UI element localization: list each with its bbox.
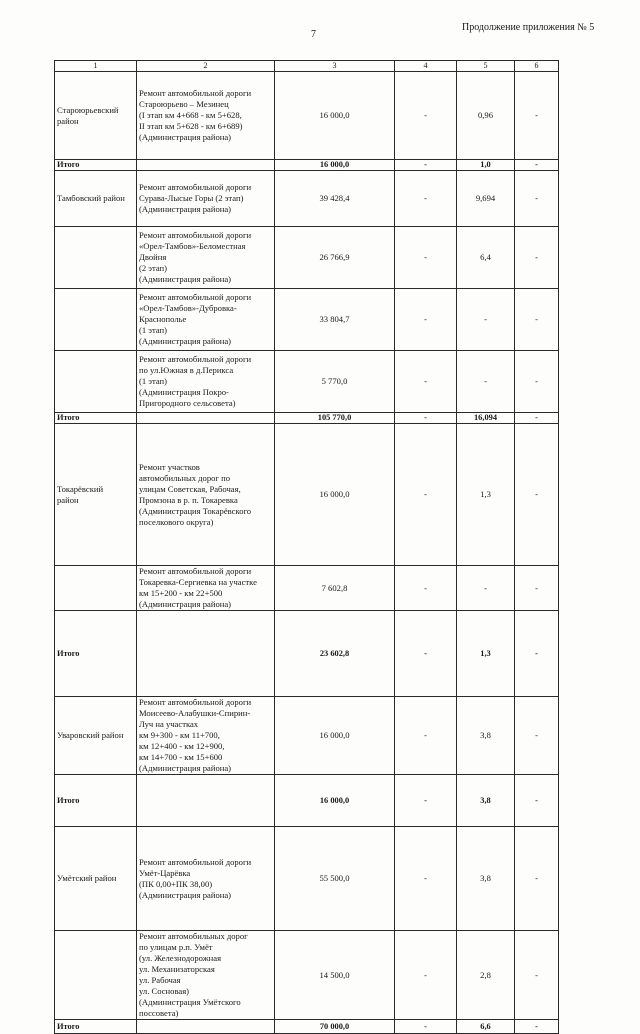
table-row	[55, 171, 559, 227]
work-line: (1 этап)	[139, 376, 168, 386]
column-6-cell: -	[515, 413, 559, 424]
district-line: Умётский район	[57, 873, 117, 883]
total-row	[55, 775, 559, 827]
column-6-cell: -	[515, 1020, 559, 1034]
total-label: Итого	[55, 160, 137, 171]
work-line: км 15+200 - км 22+500	[139, 588, 223, 598]
district-cell	[55, 72, 137, 160]
cost-cell: 16 000,0	[275, 697, 395, 775]
column-5-cell: -	[457, 289, 515, 351]
district-line: Тамбовский район	[57, 193, 125, 203]
work-description-cell	[137, 827, 275, 931]
district-cell	[55, 827, 137, 931]
work-description-cell	[137, 351, 275, 413]
work-line: (1 этап)	[139, 325, 168, 335]
column-4-cell: -	[395, 72, 457, 160]
work-line: Промзона в р. п. Токаревка	[139, 494, 238, 505]
column-5-cell: 6,4	[457, 227, 515, 289]
column-5-cell: 1,3	[457, 611, 515, 697]
work-line: (Администрация района)	[139, 336, 232, 346]
district-line: Токарёвский	[57, 483, 104, 494]
work-description-cell	[137, 424, 275, 566]
work-description-cell	[137, 413, 275, 424]
work-line: Ремонт автомобильной дороги	[139, 88, 252, 98]
district-cell	[55, 566, 137, 611]
column-4-cell: -	[395, 697, 457, 775]
work-line: (Администрация Умётского	[139, 997, 241, 1007]
work-line: Двойня	[139, 252, 167, 262]
total-label: Итого	[55, 413, 137, 424]
total-row	[55, 1020, 559, 1034]
column-4-cell: -	[395, 566, 457, 611]
work-description-cell	[137, 171, 275, 227]
cost-cell: 16 000,0	[275, 72, 395, 160]
work-line: (Администрация района)	[139, 763, 232, 773]
work-line: Ремонт автомобильной дороги	[139, 697, 252, 707]
column-5-cell: 1,3	[457, 424, 515, 566]
work-line: км 12+400 - км 12+900,	[139, 741, 225, 751]
work-line: II этап км 5+628 - км 6+689)	[139, 121, 243, 131]
work-line: (Администрация Токарёвского	[139, 505, 252, 516]
column-number-row	[55, 61, 559, 72]
column-4-cell: -	[395, 171, 457, 227]
table-row	[55, 72, 559, 160]
work-line: «Орел-Тамбов»-Дубровка-	[139, 303, 237, 313]
column-4-cell: -	[395, 611, 457, 697]
district-cell	[55, 289, 137, 351]
cost-cell: 14 500,0	[275, 931, 395, 1020]
cost-cell: 16 000,0	[275, 424, 395, 566]
cost-cell: 55 500,0	[275, 827, 395, 931]
work-line: (Администрация района)	[139, 599, 232, 609]
work-line: Ремонт автомобильной дороги	[139, 182, 252, 192]
work-line: Ремонт автомобильной дороги	[139, 856, 252, 867]
cost-cell: 5 770,0	[275, 351, 395, 413]
road-repair-table	[54, 60, 559, 1034]
column-4-cell: -	[395, 413, 457, 424]
work-line: (ПК 0,00+ПК 38,00)	[139, 878, 213, 889]
column-6-cell: -	[515, 289, 559, 351]
column-number: 6	[515, 61, 559, 72]
work-description-cell	[137, 566, 275, 611]
column-6-cell: -	[515, 424, 559, 566]
column-6-cell: -	[515, 72, 559, 160]
cost-cell: 39 428,4	[275, 171, 395, 227]
table-row	[55, 424, 559, 566]
column-4-cell: -	[395, 775, 457, 827]
column-6-cell: -	[515, 566, 559, 611]
column-4-cell: -	[395, 289, 457, 351]
column-5-cell: 6,6	[457, 1020, 515, 1034]
column-6-cell: -	[515, 160, 559, 171]
table-row	[55, 827, 559, 931]
total-label: Итого	[55, 611, 137, 697]
column-4-cell: -	[395, 931, 457, 1020]
column-5-cell: 3,8	[457, 775, 515, 827]
column-5-cell: -	[457, 566, 515, 611]
work-line: по ул.Южная в д.Перикса	[139, 365, 234, 375]
work-line: «Орел-Тамбов»-Беломестная	[139, 241, 246, 251]
work-description-cell	[137, 289, 275, 351]
column-5-cell: 2,8	[457, 931, 515, 1020]
work-line: улицам Советская, Рабочая,	[139, 483, 241, 494]
column-5-cell: 3,8	[457, 827, 515, 931]
work-line: по улицам р.п. Умёт	[139, 942, 213, 952]
column-5-cell: -	[457, 351, 515, 413]
column-4-cell: -	[395, 160, 457, 171]
total-row	[55, 160, 559, 171]
cost-cell: 105 770,0	[275, 413, 395, 424]
cost-cell: 33 804,7	[275, 289, 395, 351]
column-6-cell: -	[515, 171, 559, 227]
cost-cell: 16 000,0	[275, 160, 395, 171]
column-5-cell: 9,694	[457, 171, 515, 227]
district-cell	[55, 171, 137, 227]
work-line: Староюрьево – Мезинец	[139, 99, 229, 109]
work-line: Ремонт участков	[139, 461, 200, 472]
column-number: 1	[55, 61, 137, 72]
cost-cell: 16 000,0	[275, 775, 395, 827]
district-cell	[55, 227, 137, 289]
cost-cell: 23 602,8	[275, 611, 395, 697]
work-description-cell	[137, 227, 275, 289]
work-line: Краснополье	[139, 314, 187, 324]
work-line: Токаревка-Сергиевка на участке	[139, 577, 257, 587]
table-row	[55, 351, 559, 413]
work-line: Луч на участках	[139, 719, 199, 729]
column-4-cell: -	[395, 827, 457, 931]
total-row	[55, 611, 559, 697]
work-description-cell	[137, 72, 275, 160]
work-line: км 14+700 - км 15+600	[139, 752, 223, 762]
work-description-cell	[137, 1020, 275, 1034]
column-number: 2	[137, 61, 275, 72]
column-number: 3	[275, 61, 395, 72]
work-line: км 9+300 - км 11+700,	[139, 730, 220, 740]
work-line: Пригородного сельсовета)	[139, 398, 236, 408]
district-cell	[55, 424, 137, 566]
column-4-cell: -	[395, 351, 457, 413]
work-line: поселкового округа)	[139, 516, 214, 527]
column-6-cell: -	[515, 931, 559, 1020]
column-5-cell: 3,8	[457, 697, 515, 775]
column-4-cell: -	[395, 424, 457, 566]
work-description-cell	[137, 697, 275, 775]
table-row	[55, 227, 559, 289]
cost-cell: 70 000,0	[275, 1020, 395, 1034]
column-number: 4	[395, 61, 457, 72]
column-4-cell: -	[395, 227, 457, 289]
district-cell	[55, 351, 137, 413]
column-6-cell: -	[515, 611, 559, 697]
total-row	[55, 413, 559, 424]
work-line: (Администрация района)	[139, 889, 232, 900]
work-line: (Администрация Покро-	[139, 387, 229, 397]
work-line: Умёт-Царёвка	[139, 867, 191, 878]
table-row	[55, 931, 559, 1020]
appendix-note: Продолжение приложения № 5	[462, 22, 595, 33]
work-line: (Администрация района)	[139, 204, 232, 214]
work-line: Ремонт автомобильной дороги	[139, 354, 252, 364]
district-line: Уваровский район	[57, 730, 124, 740]
column-number: 5	[457, 61, 515, 72]
table-body	[55, 61, 559, 1034]
work-line: Моисеево-Алабушки-Спирин-	[139, 708, 251, 718]
table-row	[55, 289, 559, 351]
total-label: Итого	[55, 775, 137, 827]
district-cell	[55, 931, 137, 1020]
work-line: (ул. Железнодорожная	[139, 953, 222, 963]
work-line: Ремонт автомобильных дорог	[139, 931, 248, 941]
column-6-cell: -	[515, 775, 559, 827]
district-line: район	[57, 115, 79, 126]
total-label: Итого	[55, 1020, 137, 1034]
work-line: (Администрация района)	[139, 274, 232, 284]
work-line: поссовета)	[139, 1008, 179, 1018]
cost-cell: 26 766,9	[275, 227, 395, 289]
table-row	[55, 697, 559, 775]
work-description-cell	[137, 160, 275, 171]
work-line: (2 этап)	[139, 263, 168, 273]
column-5-cell: 0,96	[457, 72, 515, 160]
work-line: (I этап км 4+668 - км 5+628,	[139, 110, 242, 120]
work-line: Ремонт автомобильной дороги	[139, 230, 252, 240]
table-row	[55, 566, 559, 611]
column-6-cell: -	[515, 697, 559, 775]
column-5-cell: 16,094	[457, 413, 515, 424]
column-6-cell: -	[515, 227, 559, 289]
district-cell	[55, 697, 137, 775]
column-5-cell: 1,0	[457, 160, 515, 171]
cost-cell: 7 602,8	[275, 566, 395, 611]
work-line: автомобильных дорог по	[139, 472, 230, 483]
work-description-cell	[137, 775, 275, 827]
work-description-cell	[137, 931, 275, 1020]
column-6-cell: -	[515, 827, 559, 931]
work-line: ул. Механизаторская	[139, 964, 215, 974]
district-line: Староюрьевский	[57, 104, 119, 115]
page-number: 7	[311, 29, 316, 40]
district-line: район	[57, 494, 79, 505]
work-line: Ремонт автомобильной дороги	[139, 566, 252, 576]
column-4-cell: -	[395, 1020, 457, 1034]
work-line: ул. Рабочая	[139, 975, 181, 985]
column-6-cell: -	[515, 351, 559, 413]
work-line: Сурава-Лысые Горы (2 этап)	[139, 193, 244, 203]
work-line: ул. Сосновая)	[139, 986, 190, 996]
work-line: Ремонт автомобильной дороги	[139, 292, 252, 302]
work-description-cell	[137, 611, 275, 697]
work-line: (Администрация района)	[139, 132, 232, 142]
